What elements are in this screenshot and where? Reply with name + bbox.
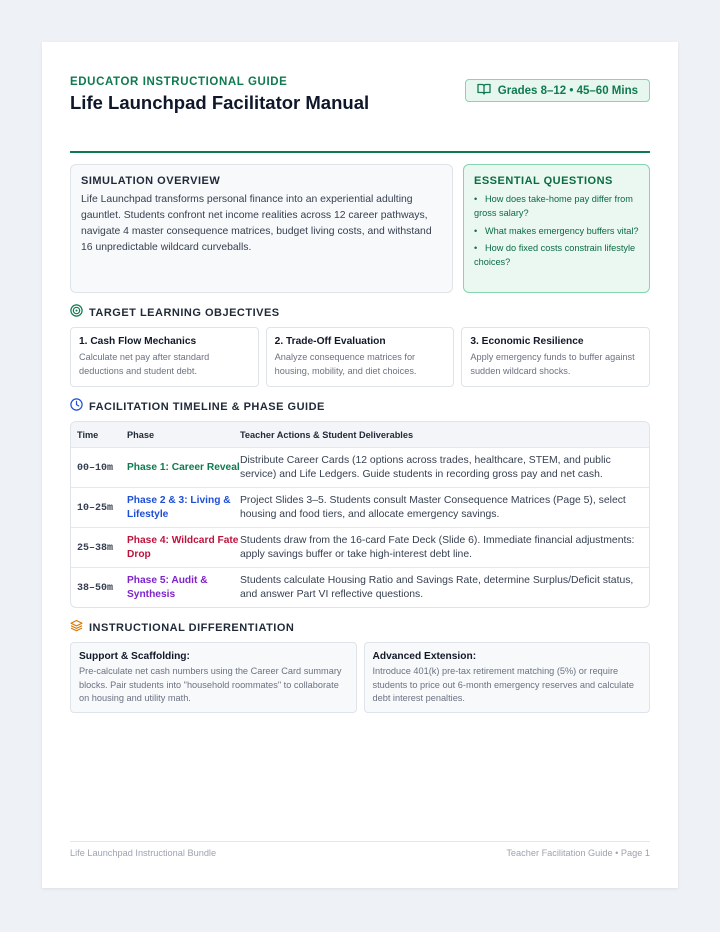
badge-label: Grades 8–12 • 45–60 Mins xyxy=(497,84,638,97)
grade-duration-badge xyxy=(465,79,650,102)
objective-card: 2. Trade-Off Evaluation Analyze consequence matrices for housing, mobility, and diet choices. xyxy=(266,327,455,387)
table-header-row: Time Phase Teacher Actions & Student Deliverables xyxy=(71,422,649,447)
list-item: • How does take-home pay differ from gross salary? xyxy=(474,194,633,218)
objectives-heading: TARGET LEARNING OBJECTIVES xyxy=(70,306,650,320)
list-item: • How do fixed costs constrain lifestyle choices? xyxy=(474,243,636,267)
table-row: 10–25m Phase 2 & 3: Living & Lifestyle Project Slides 3–5. Students consult Master Consequence Matrices (Page 5), select housing and food tiers, and allocate emergency savings. xyxy=(71,487,649,527)
differentiation-card: Advanced Extension: Introduce 401(k) pre-tax retirement matching (5%) or require students to price out 6-month emergency reserves and calculate debt interest penalties. xyxy=(364,642,651,713)
essential-questions-box xyxy=(463,164,650,293)
layers-icon xyxy=(70,619,83,637)
objective-card: 3. Economic Resilience Apply emergency funds to buffer against sudden wildcard shocks. xyxy=(461,327,650,387)
list-item: • What makes emergency buffers vital? xyxy=(474,225,639,236)
page-title: Life Launchpad Facilitator Manual xyxy=(70,92,370,113)
essential-questions-title: ESSENTIAL QUESTIONS xyxy=(474,175,613,187)
target-icon xyxy=(70,304,83,322)
open-book-icon xyxy=(477,83,491,98)
eyebrow-label: EDUCATOR INSTRUCTIONAL GUIDE xyxy=(70,76,288,88)
simulation-overview-box xyxy=(70,164,453,293)
page-footer xyxy=(70,841,650,858)
document-page xyxy=(42,42,678,888)
differentiation-card: Support & Scaffolding: Pre-calculate net cash numbers using the Career Card summary blocks. Pair students into "household roommates" to collaborate on housing and utility math. xyxy=(70,642,357,713)
footer-right: Teacher Facilitation Guide • Page 1 xyxy=(506,848,650,858)
header xyxy=(70,76,650,153)
table-row: 38–50m Phase 5: Audit & Synthesis Students calculate Housing Ratio and Savings Rate, determine Surplus/Deficit status, and answer Part VI reflective questions. xyxy=(71,567,649,607)
overview-title: SIMULATION OVERVIEW xyxy=(81,175,221,187)
objective-card: 1. Cash Flow Mechanics Calculate net pay after standard deductions and student debt. xyxy=(70,327,259,387)
table-row: 00–10m Phase 1: Career Reveal Distribute Career Cards (12 options across trades, healthcare, STEM, and public service) and Life Ledgers. Guide students in recording gross pay and net cash. xyxy=(71,447,649,487)
footer-left: Life Launchpad Instructional Bundle xyxy=(70,848,217,858)
differentiation-heading: INSTRUCTIONAL DIFFERENTIATION xyxy=(70,621,650,635)
timeline-table xyxy=(70,421,650,608)
timeline-heading: FACILITATION TIMELINE & PHASE GUIDE xyxy=(70,400,650,414)
clock-icon xyxy=(70,398,83,416)
table-row: 25–38m Phase 4: Wildcard Fate Drop Students draw from the 16-card Fate Deck (Slide 6). Immediate financial adjustments: apply savings buffer or take high-interest debt line. xyxy=(71,527,649,567)
overview-text: Life Launchpad transforms personal finance into an experiential adulting gauntlet. Students confront net income realities across 12 career pathways, navigate 4 master consequence matrices, budget living costs, and withstand 16 unpredictable wildcard curveballs. xyxy=(81,194,432,253)
essential-questions-list xyxy=(474,192,639,269)
